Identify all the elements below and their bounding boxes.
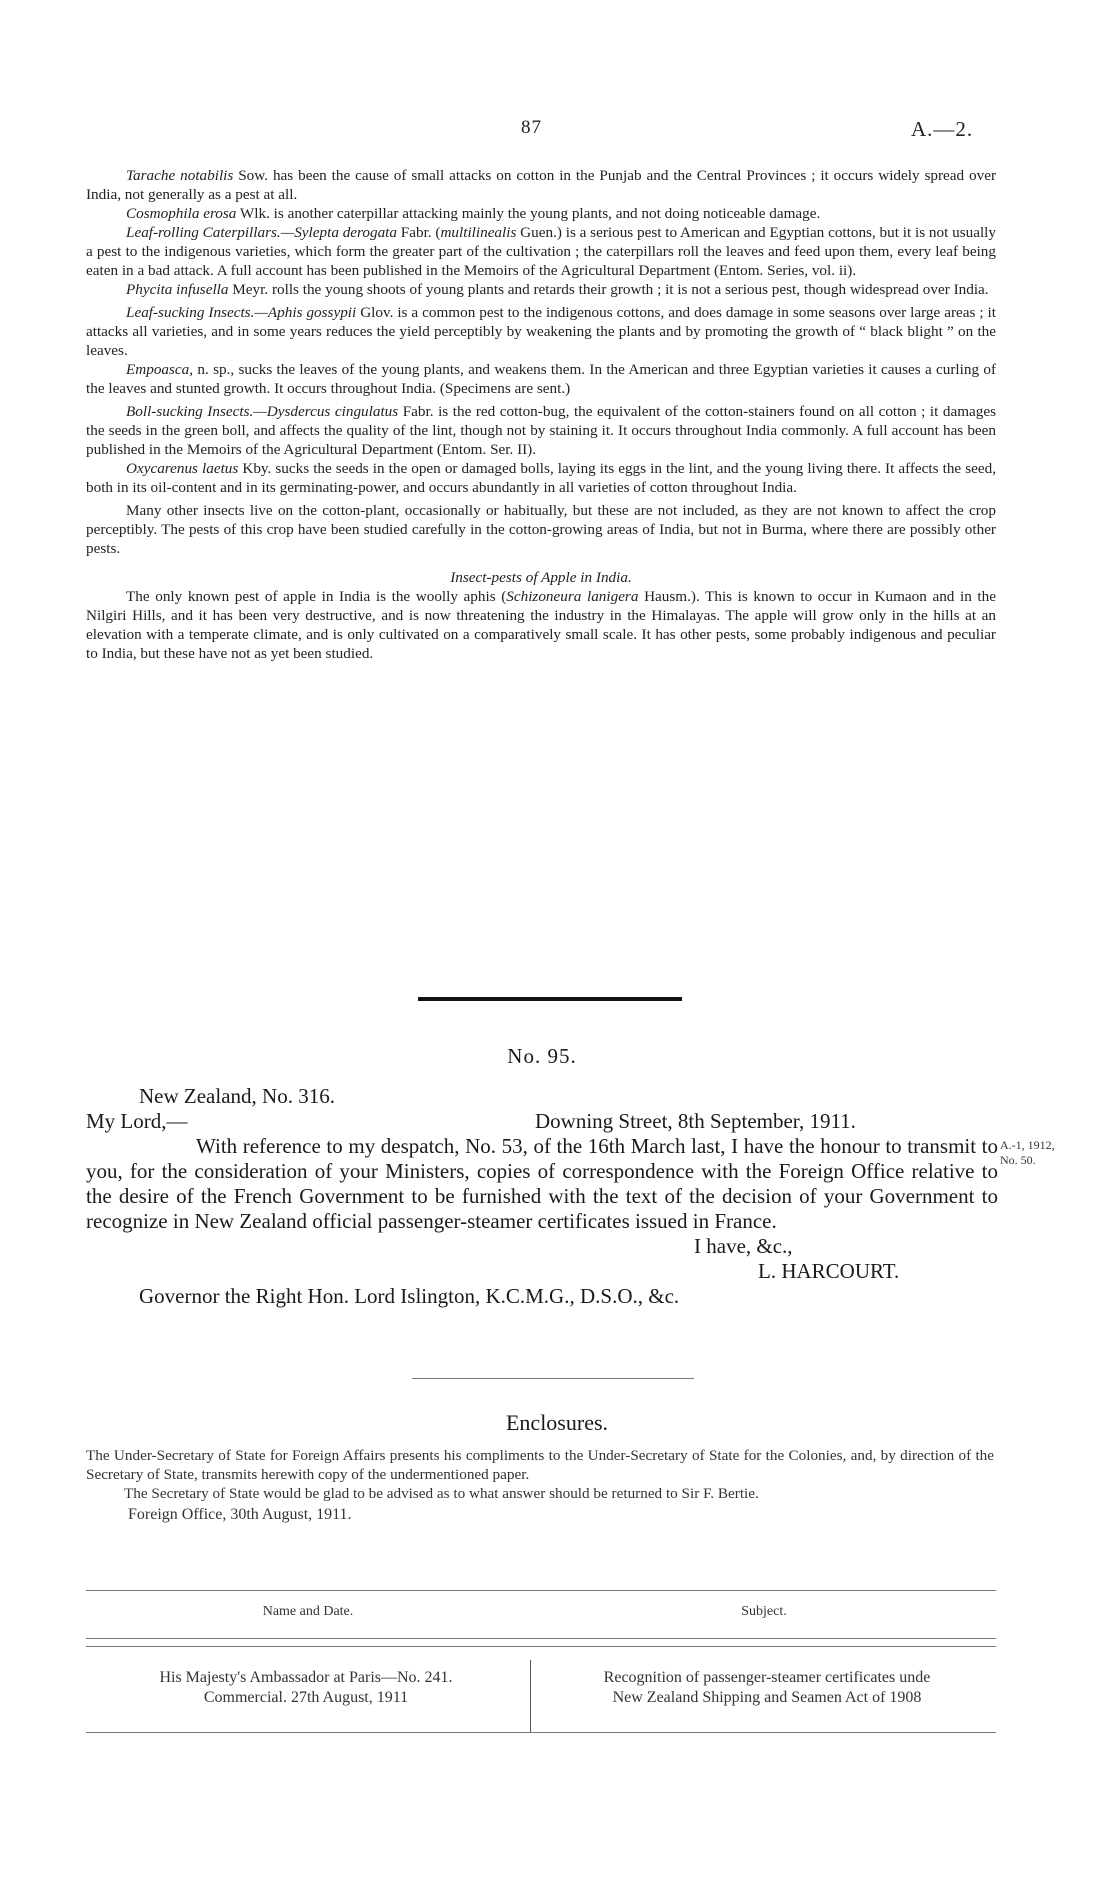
salutation: My Lord,— [86,1109,188,1133]
pest-paragraph [86,459,996,497]
cell-line: Recognition of passenger-steamer certificates unde [603,1669,931,1686]
apple-heading: Insect-pests of Apple in India. [450,569,632,586]
short-divider [412,1378,694,1379]
table-top-rule [86,1590,996,1591]
pest-text: Fabr. ( [396,224,441,241]
pest-paragraph [86,204,996,223]
despatch-number: No. 95. [507,1044,577,1068]
pest-name: Empoasca, [126,361,194,378]
apple-species: Schizoneura lanigera [506,588,639,605]
pest-paragraph [86,303,996,360]
pest-text: Wlk. is another caterpillar attacking mainly the young plants, and not doing noticeable damage. [236,205,821,222]
pest-text: Sow. has been the cause of small attacks on cotton in the Punjab and the Central Provinces ; it occurs widely spread over India, not generally as a pest at all. [86,167,997,203]
apple-paragraph [86,587,996,663]
salutation-line [86,1109,998,1134]
pest-paragraph [86,166,996,204]
pest-paragraph [86,280,996,299]
enclosure-sign-off: Foreign Office, 30th August, 1911. [128,1506,352,1523]
despatch-body: With reference to my despatch, No. 53, of the 16th March last, I have the honour to transmit to you, for the consideration of your Ministers, copies of correspondence with the Foreign Office relative to the desire of the French Government to be furnished with the text of the decision of your Government to recognize in New Zealand official passenger-steamer certificates issued in France. [86,1134,998,1233]
colony-reference: New Zealand, No. 316. [139,1084,335,1108]
enclosures-title: Enclosures. [505,1410,609,1435]
despatch-section [86,1044,998,1309]
cell-line: New Zealand Shipping and Seamen Act of 1908 [612,1689,922,1706]
column-header-name-date: Name and Date. [262,1604,354,1619]
enclosure-paragraph: The Secretary of State would be glad to be advised as to what answer should be returned to Sir F. Bertie. [124,1485,759,1502]
cotton-summary: Many other insects live on the cotton-plant, occasionally or habitually, but these are not included, as they are not known to affect the crop perceptibly. The pests of this crop have been studied carefully in the cotton-growing areas of India, but not in Burma, where there are possibly other pests. [86,502,996,557]
section-divider [418,997,682,1001]
table-bottom-rule [86,1732,996,1733]
pest-text: n. sp., sucks the leaves of the young plants, and weakens them. In the American and three Egyptian varieties it causes a curling of the leaves and stunted growth. It occurs throughout India. (Specimens are sent.) [86,361,996,397]
pest-text: Kby. sucks the seeds in the open or damaged bolls, laying its eggs in the lint, and the young living there. It affects the seed, both in its oil-content and in its germinating-power, and occurs abundantly in all varieties of cotton throughout India. [86,460,996,496]
page-number: 87 [521,117,542,138]
margin-note-line: A.-1, 1912, [1000,1138,1055,1152]
paper-reference: A.—2. [911,117,974,141]
addressee: Governor the Right Hon. Lord Islington, K.C.M.G., D.S.O., &c. [139,1284,680,1308]
cell-line: Commercial. 27th August, 1911 [203,1689,409,1706]
pest-name: Tarache notabilis [126,167,234,184]
pest-synonym: multilinealis [440,224,517,241]
enclosure-paragraph: The Under-Secretary of State for Foreign Affairs presents his compliments to the Under-Secretary of State for the Colonies, and, by direction of the Secretary of State, transmits herewith copy of the undermentioned paper. [86,1447,994,1483]
table-header-rule [86,1638,996,1639]
column-header-subject: Subject. [741,1604,787,1619]
pest-name: Leaf-sucking Insects.—Aphis gossypii [126,304,357,321]
signature: L. HARCOURT. [758,1259,900,1283]
table-column-divider [530,1660,531,1732]
cell-line: His Majesty's Ambassador at Paris—No. 241. [159,1669,453,1686]
apple-text: The only known pest of apple in India is the woolly aphis ( [126,588,507,605]
closing: I have, &c., [694,1234,793,1258]
pest-name: Cosmophila erosa [126,205,237,222]
pest-text: Fabr. is the red cotton-bug, the equivalent of the cotton-stainers found on all cotton ; it damages the seeds in the green boll, and affects the quality of the lint, though not by staining it. It occurs throughout India commonly. A full account has been published in the Memoirs of the Agricultural Department (Entom. Ser. II). [86,403,997,458]
apple-text: Hausm.). This is known to occur in Kumaon and in the Nilgiri Hills, and it has been very destructive, and is now threatening the industry in the Himalayas. The apple will grow only in the hills at an elevation with a temperate climate, and is only cultivated on a comparatively small scale. It has other pests, some probably indigenous and peculiar to India, but these have not as yet been studied. [86,588,996,662]
table-cell-name-date [86,1668,526,1708]
pest-name: Leaf-rolling Caterpillars.—Sylepta derogata [126,224,397,241]
table-header-rule [86,1646,996,1647]
margin-note [1000,1138,1110,1168]
pest-text: Guen.) is a serious pest to American and Egyptian cottons, but it is not usually a pest to the indigenous varieties, which form the greater part of the cultivation ; the caterpillars roll the leaves and feed upon them, every leaf being eaten in a bad attack. A full account has been published in the Memoirs of the Agricultural Department (Entom. Series, vol. ii). [86,224,996,279]
pest-paragraph [86,223,996,280]
pest-paragraph [86,360,996,398]
cotton-pests-section [86,166,996,663]
pest-name: Phycita infusella [126,281,229,298]
pest-paragraph [86,402,996,459]
pest-name: Boll-sucking Insects.—Dysdercus cingulatus [126,403,399,420]
pest-text: Meyr. rolls the young shoots of young plants and retards their growth ; it is not a serious pest, though widespread over India. [228,281,989,298]
pest-name: Oxycarenus laetus [126,460,239,477]
address-date: Downing Street, 8th September, 1911. [535,1109,856,1133]
margin-note-line: No. 50. [1000,1153,1036,1167]
table-cell-subject [538,1668,996,1708]
enclosures-text [86,1446,994,1524]
pest-text: Glov. is a common pest to the indigenous cottons, and does damage in some seasons over large areas ; it attacks all varieties, and in some years reduces the yield perceptibly by weakening the plants and by promoting the growth of “ black blight ” on the leaves. [86,304,996,359]
